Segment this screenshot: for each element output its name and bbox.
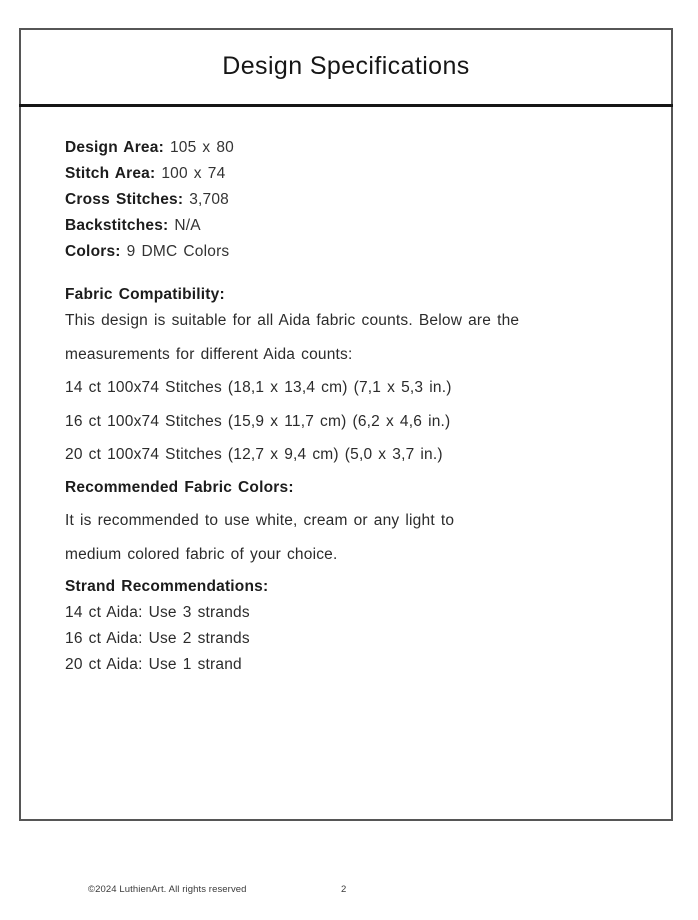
spec-value: 9 DMC Colors xyxy=(126,243,230,260)
recommended-fabric-colors-heading: Recommended Fabric Colors: xyxy=(65,479,294,496)
recommended-fabric-colors-text xyxy=(65,504,454,571)
measurement-line-20ct: 20 ct 100x74 Stitches (12,7 x 9,4 cm) (5,0 x 3,7 in.) xyxy=(65,446,443,463)
spec-label: Colors: xyxy=(65,243,121,260)
title-divider-rule xyxy=(19,104,673,107)
spec-label: Design Area: xyxy=(65,139,164,156)
spec-value: N/A xyxy=(174,217,201,234)
text-line: This design is suitable for all Aida fabric counts. Below are the xyxy=(65,312,520,329)
measurement-line-16ct: 16 ct 100x74 Stitches (15,9 x 11,7 cm) (6,2 x 4,6 in.) xyxy=(65,412,451,430)
text-line: medium colored fabric of your choice. xyxy=(65,545,338,563)
footer-copyright: ©2024 LuthienArt. All rights reserved xyxy=(88,884,247,895)
fabric-compatibility-text xyxy=(65,304,519,472)
spec-row-cross-stitches xyxy=(65,187,234,213)
spec-list xyxy=(65,135,234,265)
strand-line-16ct: 16 ct Aida: Use 2 strands xyxy=(65,630,250,647)
spec-label: Backstitches: xyxy=(65,217,169,234)
spec-label: Cross Stitches: xyxy=(65,191,184,208)
spec-row-backstitches xyxy=(65,213,234,239)
spec-row-stitch-area xyxy=(65,161,234,187)
strand-recommendations-section xyxy=(65,574,268,678)
spec-value: 105 x 80 xyxy=(169,139,235,156)
spec-label: Stitch Area: xyxy=(65,165,156,182)
fabric-compatibility-heading: Fabric Compatibility: xyxy=(65,286,225,303)
footer-page-number: 2 xyxy=(341,884,347,895)
strand-line-20ct: 20 ct Aida: Use 1 strand xyxy=(65,656,242,673)
spec-row-design-area xyxy=(65,135,234,161)
spec-row-colors xyxy=(65,239,234,265)
strand-recommendations-heading: Strand Recommendations: xyxy=(65,578,269,595)
measurement-line-14ct: 14 ct 100x74 Stitches (18,1 x 13,4 cm) (7,1 x 5,3 in.) xyxy=(65,379,452,396)
spec-value: 3,708 xyxy=(189,191,229,208)
text-line: It is recommended to use white, cream or any light to xyxy=(65,512,455,529)
strand-line-14ct: 14 ct Aida: Use 3 strands xyxy=(65,604,250,621)
text-line: measurements for different Aida counts: xyxy=(65,345,353,363)
spec-value: 100 x 74 xyxy=(161,165,226,182)
page-title: Design Specifications xyxy=(222,52,470,80)
